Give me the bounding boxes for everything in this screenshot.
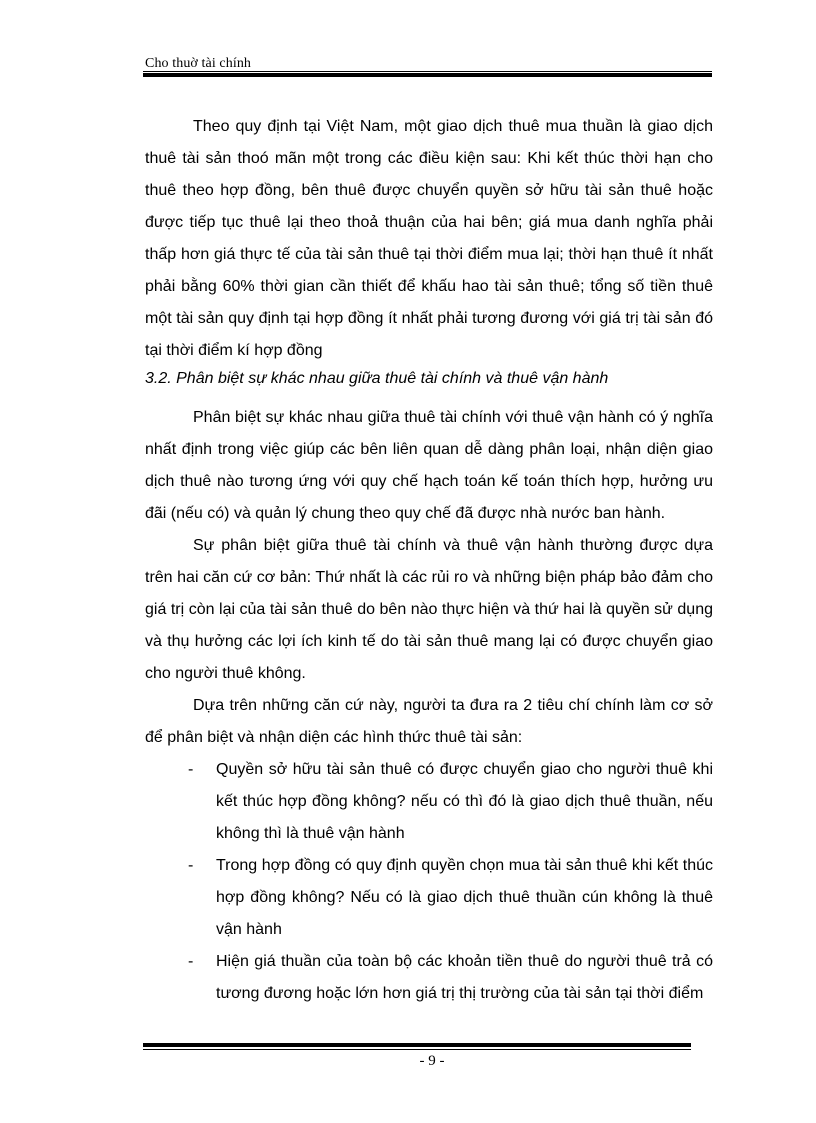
section-heading: 3.2. Phân biệt sự khác nhau giữa thuê tài chính và thuê vận hành — [145, 370, 609, 387]
body-text — [145, 111, 713, 1010]
list-item — [145, 754, 713, 850]
dash-bullet: - — [188, 857, 194, 874]
criteria-list — [145, 754, 713, 1010]
list-item — [145, 946, 713, 1010]
header-rule-thick — [143, 73, 712, 77]
list-item-text: Hiện giá thuần của toàn bộ các khoản tiền thuê do người thuê trả có tương đương hoặc lớn hơn giá trị thị trường của tài sản tại thời điểm — [216, 953, 713, 1002]
list-item-text: Quyền sở hữu tài sản thuê có được chuyển giao cho người thuê khi kết thúc hợp đồng không? nếu có thì đó là giao dịch thuê thuần, nếu không thì là thuê vận hành — [216, 761, 713, 842]
paragraph-criteria-basis: Sự phân biệt giữa thuê tài chính và thuê vận hành thường được dựa trên hai căn cứ cơ bản: Thứ nhất là các rủi ro và những biện pháp bảo đảm cho giá trị còn lại của tài sản thuê do bên nào thực hiện và thứ hai là quyền sử dụng và thụ hưởng các lợi ích kinh tế do tài sản thuê mang lại có được chuyển giao cho người thuê không. — [145, 537, 713, 682]
paragraph-definition: Theo quy định tại Việt Nam, một giao dịch thuê mua thuần là giao dịch thuê tài sản thoó mãn một trong các điều kiện sau: Khi kết thúc thời hạn cho thuê theo hợp đồng, bên thuê được chuyển quyền sở hữu tài sản thuê hoặc được tiếp tục thuê lại theo thoả thuận của hai bên; giá mua danh nghĩa phải thấp hơn giá thực tế của tài sản thuê tại thời điểm mua lại; thời hạn thuê ít nhất phải bằng 60% thời gian cần thiết để khấu hao tài sản thuê; tổng số tiền thuê một tài sản quy định tại hợp đồng ít nhất phải tương đương với giá trị tài sản đó tại thời điểm kí hợp đồng — [145, 118, 713, 359]
dash-bullet: - — [188, 953, 194, 970]
footer-rule-thick — [143, 1043, 691, 1047]
paragraph-significance: Phân biệt sự khác nhau giữa thuê tài chính với thuê vận hành có ý nghĩa nhất định trong việc giúp các bên liên quan dễ dàng phân loại, nhận diện giao dịch thuê nào tương ứng với quy chế hạch toán kế toán thích hợp, hưởng ưu đãi (nếu có) và quản lý chung theo quy chế đã được nhà nước ban hành. — [145, 409, 713, 522]
footer-rule-thin — [143, 1049, 691, 1050]
list-item — [145, 850, 713, 946]
header-rule-thin — [143, 71, 712, 72]
running-header: Cho thuờ tài chính — [145, 56, 252, 71]
dash-bullet: - — [188, 761, 194, 778]
list-item-text: Trong hợp đồng có quy định quyền chọn mua tài sản thuê khi kết thúc hợp đồng không? Nếu có là giao dịch thuê thuần cún không là thuê vận hành — [216, 857, 713, 938]
paragraph-criteria-intro: Dựa trên những căn cứ này, người ta đưa ra 2 tiêu chí chính làm cơ sở để phân biệt và nhận diện các hình thức thuê tài sản: — [145, 697, 713, 746]
page-number: - 9 - — [419, 1053, 445, 1069]
